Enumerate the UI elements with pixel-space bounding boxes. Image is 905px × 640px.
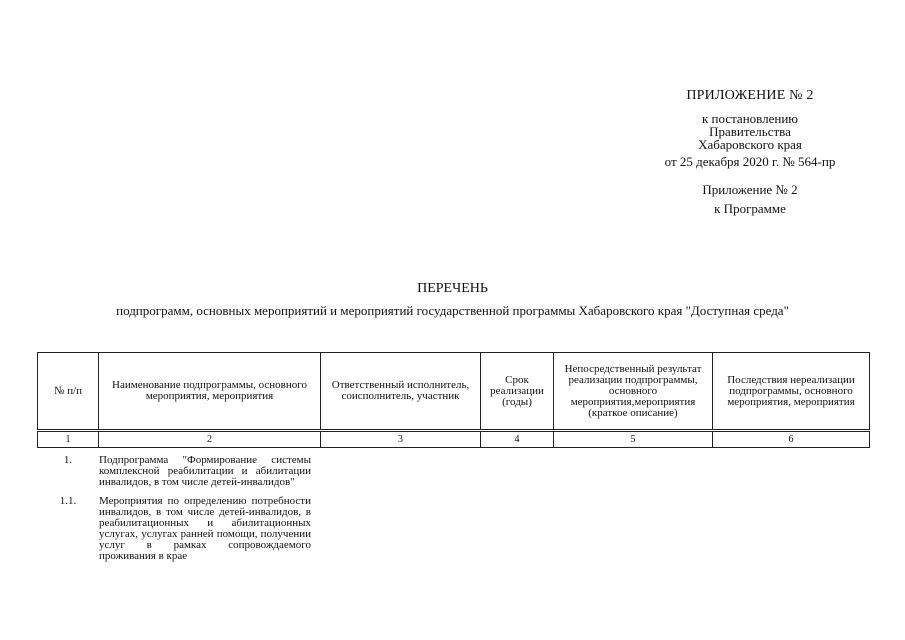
program-appendix-line-1: Приложение № 2 xyxy=(702,182,798,197)
document-subtitle: подпрограмм, основных мероприятий и мероприятий государственной программы Хабаровского края "Доступная среда" xyxy=(116,303,789,318)
header-result: Непосредственный результат реализации подпрограммы, основного мероприятия,мероприятия (краткое описание) xyxy=(554,353,713,431)
column-number: 3 xyxy=(321,431,481,448)
table-header-row xyxy=(38,353,870,431)
appendix-line-2: Правительства xyxy=(709,124,791,139)
appendix-line-3: Хабаровского края xyxy=(698,137,802,152)
appendix-line-1: к постановлению xyxy=(701,111,799,126)
header-name: Наименование подпрограммы, основного мероприятия, мероприятия xyxy=(99,353,321,431)
appendix-block xyxy=(630,88,870,218)
column-number-row xyxy=(38,431,870,448)
document-title: ПЕРЕЧЕНЬ xyxy=(417,281,488,296)
row-text: Подпрограмма "Формирование системы комплексной реабилитации и абилитации инвалидов, в том числе детей-инвалидов" xyxy=(99,454,311,488)
header-consequences: Последствия нереализации подпрограммы, основного мероприятия, мероприятия xyxy=(713,353,870,431)
column-number: 6 xyxy=(713,431,870,448)
table-row xyxy=(37,496,337,562)
appendix-title: ПРИЛОЖЕНИЕ № 2 xyxy=(686,88,814,103)
program-appendix-line-2: к Программе xyxy=(714,201,786,216)
measures-table xyxy=(37,352,870,448)
header-period: Срок реализации (годы) xyxy=(481,353,554,431)
header-number: № п/п xyxy=(38,353,99,431)
appendix-date: от 25 декабря 2020 г. № 564-пр xyxy=(664,154,836,169)
column-number: 2 xyxy=(99,431,321,448)
document-heading xyxy=(0,281,905,319)
column-number: 1 xyxy=(38,431,99,448)
table-body-rows xyxy=(37,455,337,570)
column-number: 4 xyxy=(481,431,554,448)
row-number: 1.1. xyxy=(59,495,77,507)
header-executor: Ответственный исполнитель, соисполнитель, участник xyxy=(321,353,481,431)
table-row xyxy=(37,455,337,488)
column-number: 5 xyxy=(554,431,713,448)
row-number: 1. xyxy=(63,454,73,466)
row-text: Мероприятия по определению потребности инвалидов, в том числе детей-инвалидов, в реабилитационных и абилитационных услугах, услугах ранней помощи, получении услуг в рамках сопровождаемого проживания в крае xyxy=(99,495,311,562)
